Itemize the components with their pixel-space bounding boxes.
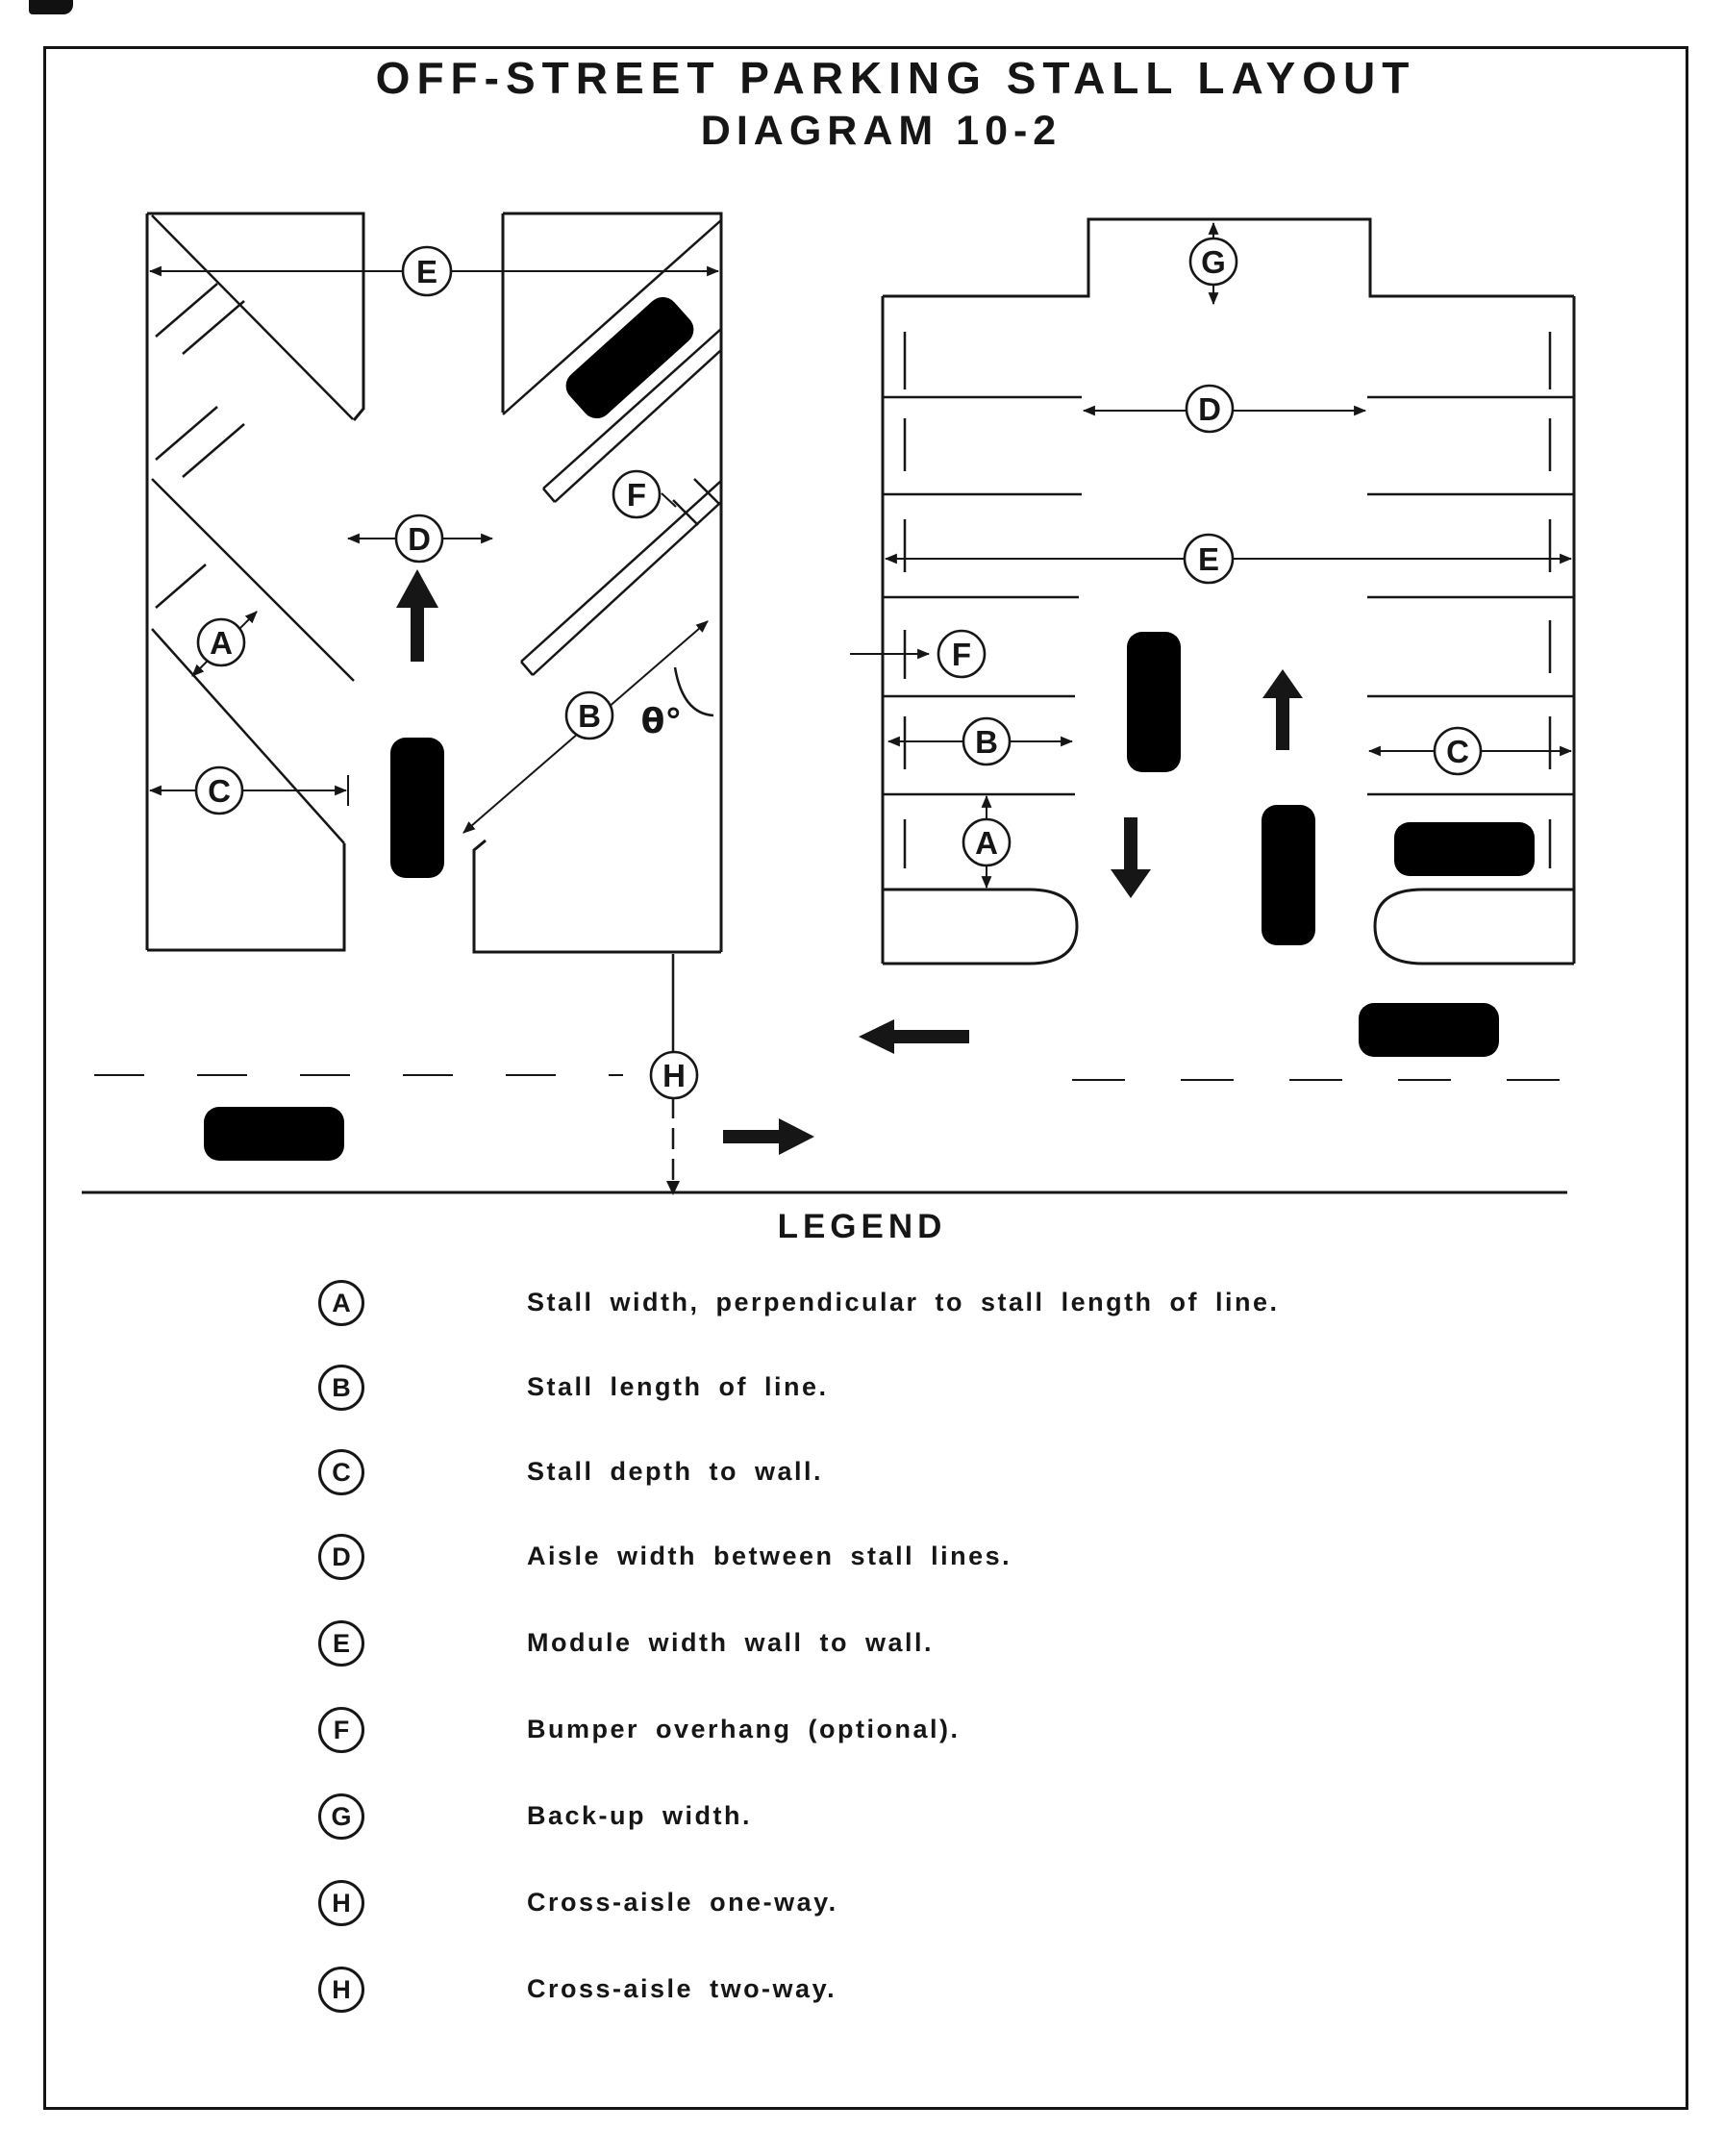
label-H-road — [651, 1052, 697, 1098]
svg-text:A: A — [210, 625, 233, 661]
driving-car-aisle — [390, 738, 444, 878]
label-B-right — [963, 718, 1010, 765]
label-C-left — [196, 767, 242, 814]
label-C-right — [1435, 728, 1481, 774]
legend-label-g: Back-up width. — [527, 1801, 753, 1830]
label-D-left — [396, 515, 442, 562]
legend-label-c: Stall depth to wall. — [527, 1457, 824, 1486]
legend-key-h-twoway: H — [318, 1967, 364, 2013]
label-D-right — [1187, 386, 1233, 432]
label-F-left — [613, 471, 660, 517]
driving-car-up — [1127, 632, 1181, 772]
right-lot-perpendicular — [850, 219, 1574, 964]
parked-car-stall — [1394, 822, 1535, 876]
svg-text:G: G — [1201, 244, 1226, 280]
right-end-island — [1375, 890, 1574, 964]
left-lot-angled — [147, 213, 721, 952]
page-title: OFF-STREET PARKING STALL LAYOUT — [375, 53, 1416, 103]
legend-label-b: Stall length of line. — [527, 1372, 829, 1401]
svg-text:C: C — [208, 773, 231, 809]
road — [82, 954, 1567, 1195]
label-A-right — [963, 819, 1010, 865]
legend-key-b: B — [318, 1365, 364, 1411]
two-way-down-arrow-icon — [1111, 817, 1151, 898]
one-way-up-arrow-icon — [396, 569, 438, 662]
left-lot-bottom-right-block — [474, 840, 721, 952]
legend-key-f: F — [318, 1707, 364, 1753]
legend-key-c: C — [318, 1449, 364, 1495]
label-B-left — [566, 692, 612, 739]
road-right-arrow-icon — [723, 1118, 814, 1155]
legend-label-d: Aisle width between stall lines. — [527, 1542, 1012, 1570]
svg-text:F: F — [951, 637, 972, 672]
stall-angle-label: θ° — [640, 702, 683, 741]
legend-key-g: G — [318, 1793, 364, 1840]
svg-text:B: B — [975, 724, 998, 760]
left-lot-bottom-left-block — [147, 843, 344, 950]
label-E-right — [1185, 535, 1233, 583]
label-A-left — [198, 619, 244, 665]
svg-text:H: H — [662, 1058, 686, 1093]
svg-text:E: E — [415, 254, 438, 289]
driving-car-down — [1262, 805, 1315, 945]
road-car-left — [204, 1107, 344, 1161]
legend-label-h-oneway: Cross-aisle one-way. — [527, 1888, 838, 1917]
road-car-right — [1359, 1003, 1499, 1057]
svg-text:C: C — [1446, 734, 1469, 769]
svg-text:A: A — [975, 825, 998, 861]
legend-label-h-twoway: Cross-aisle two-way. — [527, 1974, 837, 2003]
legend-label-a: Stall width, perpendicular to stall length of line. — [527, 1288, 1280, 1316]
legend-key-h-oneway: H — [318, 1880, 364, 1926]
left-end-island — [883, 890, 1077, 964]
legend-key-a: A — [318, 1280, 364, 1326]
legend-label-f: Bumper overhang (optional). — [527, 1715, 961, 1743]
road-left-arrow-icon — [859, 1019, 969, 1054]
legend-heading: LEGEND — [777, 1208, 947, 1245]
label-E-left — [403, 247, 451, 295]
svg-text:B: B — [578, 698, 601, 734]
legend-key-d: D — [318, 1534, 364, 1580]
legend-key-e: E — [318, 1620, 364, 1667]
two-way-up-arrow-icon — [1262, 669, 1303, 750]
svg-text:F: F — [626, 477, 647, 513]
label-F-right — [938, 631, 985, 677]
legend-label-e: Module width wall to wall. — [527, 1628, 934, 1657]
parked-car-angled — [560, 290, 700, 424]
svg-text:D: D — [1198, 391, 1221, 427]
svg-text:E: E — [1197, 541, 1220, 577]
svg-text:D: D — [408, 521, 431, 557]
label-G-right — [1190, 238, 1237, 285]
page-subtitle: DIAGRAM 10-2 — [700, 108, 1062, 154]
